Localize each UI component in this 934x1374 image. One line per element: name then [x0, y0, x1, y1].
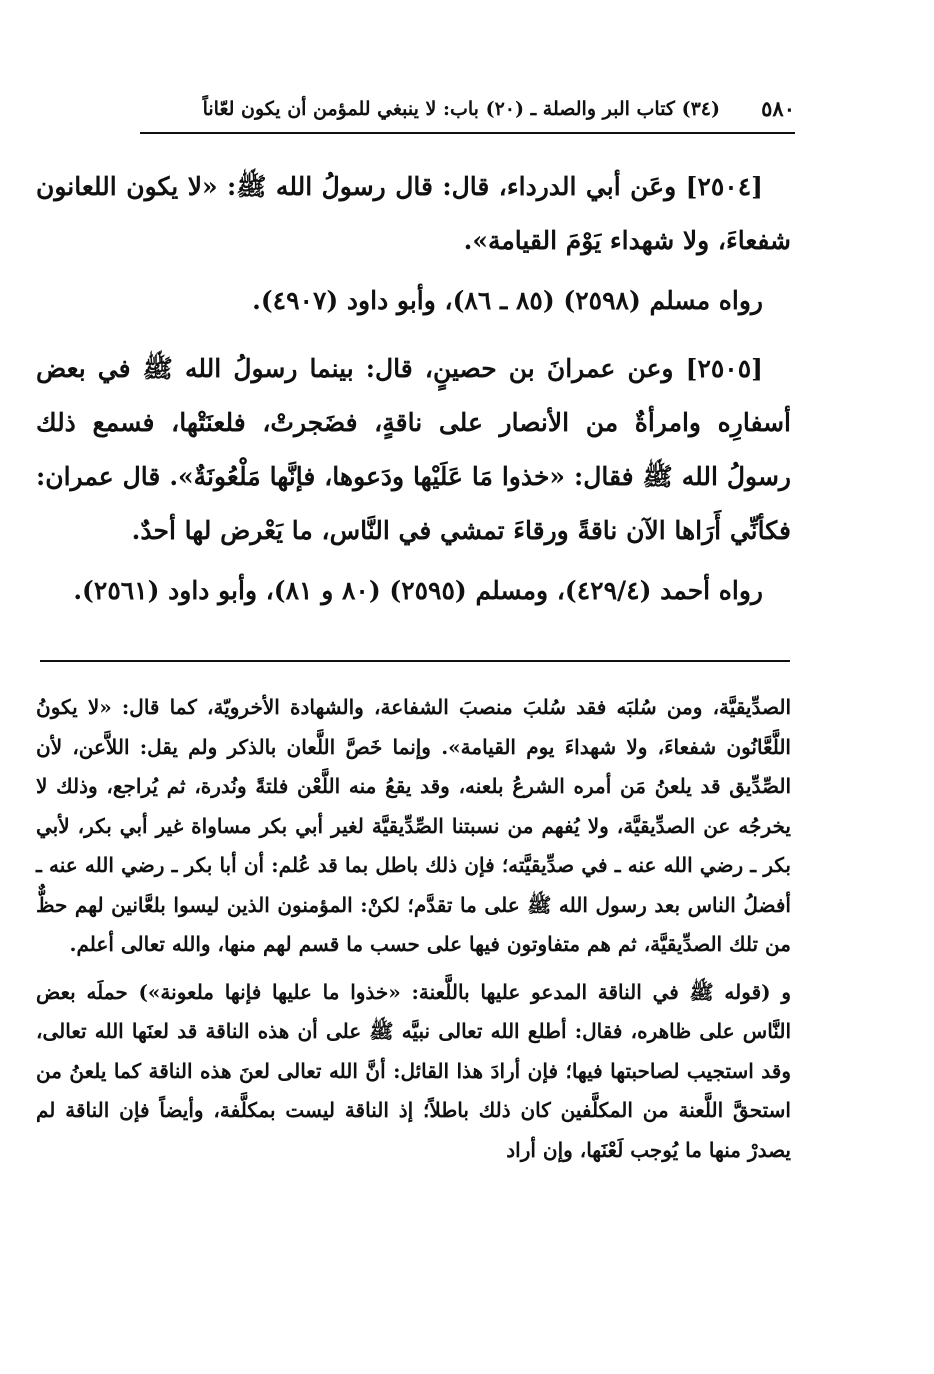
- commentary: [36, 688, 791, 1170]
- running-header: [140, 92, 795, 132]
- hadith-2505-source: رواه أحمد (٤٢٩/٤)، ومسلم (٢٥٩٥) (٨٠ و ٨١)، وأبو داود (٢٥٦١).: [73, 576, 763, 605]
- footnote-separator: [40, 660, 790, 662]
- page-number: ٥٨٠: [761, 96, 795, 121]
- commentary-paragraph-1: الصدِّيقيَّة، ومن سُلبَه فقد سُلبَ منصبَ الشفاعة، والشهادة الأخرويّة، كما قال: «لا يكونُ اللَّعَّانُون شفعاءَ، ولا شهداءَ يوم القيامة». وإنما خَصَّ اللَّعان بالذكر ولم يقل: اللاَّعن، لأن الصِّدِّيق قد يلعنُ مَن أمره الشرعُ بلعنه، وقد يقعُ منه اللَّعْن فلتةً ونُدرة، ثم يُراجع، وذلك لا يخرجُه عن الصدِّيقيَّة، ولا يُفهم من نسبتنا الصِّدِّيقيَّة لغير أبي بكر مساواة غير أبي بكر، لأبي بكر ـ رضي الله عنه ـ في صدِّيقيَّته؛ فإن ذلك باطل بما قد عُلم: أن أبا بكر ـ رضي الله عنه ـ أفضلُ الناس بعد رسول الله ﷺ على ما تقدَّم؛ لكنْ: المؤمنون الذين ليسوا بلعَّانين لهم حظٌّ من تلك الصدِّيقيَّة، ثم هم متفاوتون فيها على حسب ما قسم لهم منها، والله تعالى أعلم.: [36, 695, 791, 956]
- hadith-2505-text: [٢٥٠٥] وعن عمرانَ بن حصينٍ، قال: بينما رسولُ الله ﷺ في بعض أسفارِه وامرأةٌ من الأنصار على ناقةٍ، فضَجرتْ، فلعنَتْها، فسمع ذلك رسولُ الله ﷺ فقال: «خذوا مَا عَلَيْها ودَعوها، فإنَّها مَلْعُونَةٌ». قال عمران: فكأنِّي أَرَاها الآن ناقةً ورقاءَ تمشي في النَّاس، ما يَعْرض لها أحدٌ.: [36, 354, 791, 545]
- header-title: (٣٤) كتاب البر والصلة ـ (٢٠) باب: لا ينبغي للمؤمن أن يكون لعّاناً: [202, 98, 720, 120]
- header-rule: [140, 132, 795, 134]
- paragraph-gap: [36, 334, 791, 342]
- hadith-2504-text: [٢٥٠٤] وعَن أبي الدرداء، قال: قال رسولُ الله ﷺ: «لا يكون اللعانون شفعاءَ، ولا شهداء يَوْمَ القيامة».: [36, 172, 791, 255]
- commentary-paragraph-2: و (قوله ﷺ في الناقة المدعو عليها باللَّعنة: «خذوا ما عليها فإنها ملعونة») حملَه بعض النَّاس على ظاهره، فقال: أطلع الله تعالى نبيَّه ﷺ على أن هذه الناقة قد لعنَها الله تعالى، وقد استجيب لصاحبتها فيها؛ فإن أرادَ هذا القائل: أنَّ الله تعالى لعنَ هذه الناقة كما يلعنُ من استحقَّ اللَّعنة من المكلَّفين كان ذلك باطلاً؛ إذ الناقة ليست بمكلَّفة، وأيضاً فإن الناقة لم يصدرْ منها ما يُوجب لَعْنَها، وإن أراد: [36, 979, 791, 1162]
- main-text: [36, 160, 791, 624]
- hadith-2504-source: رواه مسلم (٢٥٩٨) (٨٥ ـ ٨٦)، وأبو داود (٤٩٠٧).: [252, 286, 763, 315]
